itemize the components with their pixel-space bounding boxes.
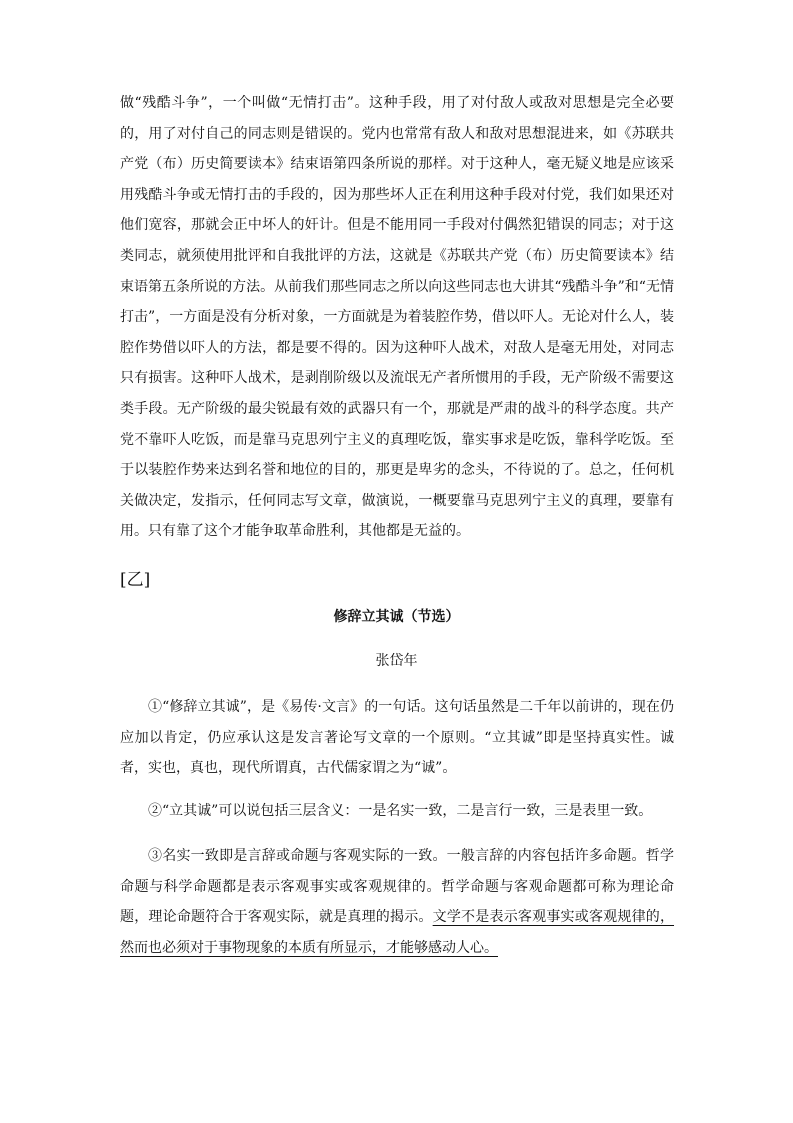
article-paragraph-1: ①“修辞立其诚”，是《易传·文言》的一句话。这句话虽然是二千年以前讲的，现在仍应加以肯定，仍应承认这是发言著论写文章的一个原则。“立其诚”即是坚持真实性。诚者，实也，真也，现代所谓真，古代儒家谓之为“诚”。: [120, 699, 674, 777]
article-title: 修辞立其诚（节选）: [333, 609, 460, 625]
underlined-sentence: 文学不是表示客观事实或客观规律的，然而也必须对于事物现象的本质有所显示，才能够感动人心。: [120, 909, 675, 956]
paragraph-3-text: ③名实一致即是言辞或命题与客观实际的一致。一般言辞的内容包括许多命题。哲学命题与科学命题都是表示客观事实或客观规律的。哲学命题与客观命题都可称为理论命题，理论命题符合于客观实际，就是真理的揭示。: [120, 848, 674, 926]
section-label-yi: [乙]: [120, 570, 151, 590]
body-paragraph-jia: 做“残酷斗争”，一个叫做“无情打击”。这种手段，用了对付敌人或敌对思想是完全必要的，用了对付自己的同志则是错误的。党内也常常有敌人和敌对思想混进来，如《苏联共产党（布）历史简要读本》结束语第四条所说的那样。对于这种人，毫无疑义地是应该采用残酷斗争或无情打击的手段的，因为那些坏人正在利用这种手段对付党，我们如果还对他们宽容，那就会正中坏人的奸计。但是不能用同一手段对付偶然犯错误的同志；对于这类同志，就须使用批评和自我批评的方法，这就是《苏联共产党（布）历史简要读本》结束语第五条所说的方法。从前我们那些同志之所以向这些同志也大讲其“残酷斗争”和“无情打击”，一方面是没有分析对象，一方面就是为着装腔作势，借以吓人。无论对什么人，装腔作势借以吓人的方法，都是要不得的。因为这种吓人战术，对敌人是毫无用处，对同志只有损害。这种吓人战术，是剥削阶级以及流氓无产者所惯用的手段，无产阶级不需要这类手段。无产阶级的最尖锐最有效的武器只有一个，那就是严肃的战斗的科学态度。共产党不靠吓人吃饭，而是靠马克思列宁主义的真理吃饭，靠实事求是吃饭，靠科学吃饭。至于以装腔作势来达到名誉和地位的目的，那更是卑劣的念头，不待说的了。总之，任何机关做决定，发指示，任何同志写文章，做演说，一概要靠马克思列宁主义的真理，要靠有用。只有靠了这个才能争取革命胜利，其他都是无益的。: [120, 95, 674, 540]
article-author: 张岱年: [375, 653, 418, 669]
article-paragraph-3: [120, 841, 674, 963]
article-paragraph-2: ②“立其诚”可以说包括三层含义：一是名实一致，二是言行一致，三是表里一致。: [148, 803, 653, 819]
